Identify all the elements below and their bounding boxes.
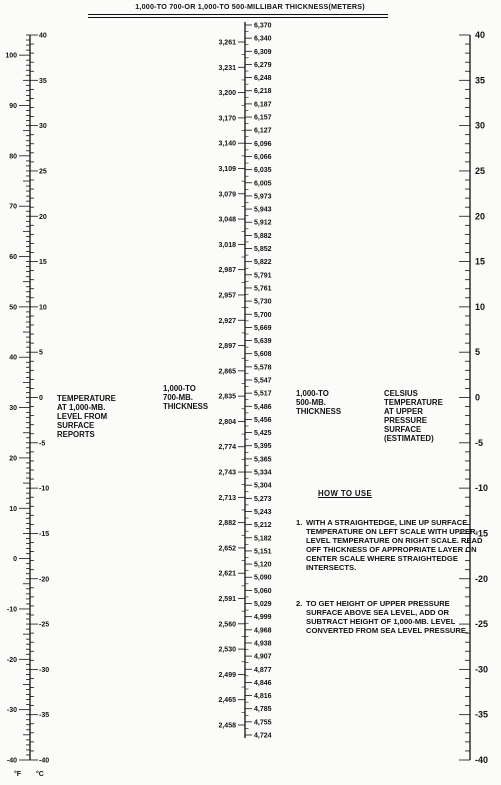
thickness-700-label: 2,927: [218, 317, 236, 325]
celsius-tick-label: -15: [39, 530, 50, 538]
thickness-500-label: 5,973: [254, 193, 272, 201]
fahrenheit-tick-label: -30: [6, 707, 17, 715]
fahrenheit-tick-label: 40: [9, 354, 17, 362]
right-celsius-tick-label: -15: [475, 528, 489, 539]
thickness-500-label: 6,066: [254, 153, 272, 161]
thickness-500-label: 6,005: [254, 180, 272, 188]
celsius-tick-label: -35: [39, 712, 50, 720]
thickness-700-label: 2,499: [218, 671, 236, 679]
thickness-500-label: 5,060: [254, 587, 272, 595]
right-celsius-tick-label: -30: [475, 664, 489, 675]
right-celsius-tick-label: -35: [475, 709, 489, 720]
thickness-500-label: 5,334: [254, 469, 272, 477]
thickness-500-label: 5,243: [254, 508, 272, 516]
thickness-700-label: 2,465: [218, 697, 236, 705]
right-celsius-tick-label: -10: [475, 483, 489, 494]
celsius-tick-label: -30: [39, 666, 50, 674]
thickness-700-label: 2,591: [218, 596, 236, 604]
thickness-500-label: 5,822: [254, 259, 272, 267]
thickness-500-label: 5,639: [254, 338, 272, 346]
right-celsius-tick-label: -20: [475, 573, 489, 584]
how-to-use-title: HOW TO USE: [318, 489, 373, 498]
instruction-step: [296, 518, 489, 572]
celsius-tick-label: 10: [39, 304, 47, 312]
fahrenheit-tick-label: 100: [5, 52, 17, 60]
thickness-500-label: 5,090: [254, 574, 272, 582]
thickness-700-label: 2,458: [218, 722, 236, 730]
thickness-500-label: 5,700: [254, 311, 272, 319]
thickness-500-label: 6,187: [254, 101, 272, 109]
right-celsius-tick-label: 15: [475, 256, 486, 267]
fahrenheit-tick-label: 30: [9, 405, 17, 413]
thickness-700-label: 2,865: [218, 368, 236, 376]
right-celsius-tick-label: 20: [475, 211, 486, 222]
fahrenheit-tick-label: 70: [9, 203, 17, 211]
celsius-tick-label: -25: [39, 621, 50, 629]
thickness-700-label: 2,897: [218, 343, 236, 351]
thickness-500-label: 5,029: [254, 601, 272, 609]
thickness-700-label: 2,713: [218, 494, 236, 502]
thickness-700-label: 2,560: [218, 621, 236, 629]
thickness-500-label: 5,791: [254, 272, 272, 280]
thickness-500-label: 5,730: [254, 298, 272, 306]
left-temperature-scale: [5, 33, 49, 779]
thickness-500-label: 6,127: [254, 127, 272, 135]
thickness-500-label: 5,578: [254, 364, 272, 372]
thickness-500-label: 4,785: [254, 706, 272, 714]
thickness-500-label: 6,340: [254, 35, 272, 43]
celsius-tick-label: -40: [39, 757, 50, 765]
thickness-500-label: 5,425: [254, 430, 272, 438]
thickness-700-label: 2,530: [218, 646, 236, 654]
thickness-500-label: 6,035: [254, 167, 272, 175]
thickness-500-label: 5,304: [254, 482, 272, 490]
thickness-500-label: 5,943: [254, 206, 272, 214]
right-celsius-tick-label: 25: [475, 165, 486, 176]
thickness-700-label: 2,835: [218, 393, 236, 401]
thickness-500-label: 5,852: [254, 246, 272, 254]
fahrenheit-tick-label: 20: [9, 455, 17, 463]
thickness-700-label: 3,200: [218, 90, 236, 98]
center-700-label: 1,000-TO 700-MB. THICKNESS: [163, 384, 209, 411]
thickness-500-label: 4,999: [254, 614, 272, 622]
thickness-500-label: 5,517: [254, 390, 272, 398]
fahrenheit-tick-label: 10: [9, 505, 17, 513]
thickness-700-label: 3,170: [218, 115, 236, 123]
right-celsius-tick-label: -40: [475, 755, 489, 765]
center-500-label: 1,000-TO 500-MB. THICKNESS: [296, 389, 342, 416]
right-celsius-tick-label: 30: [475, 120, 486, 131]
thickness-500-label: 6,370: [254, 22, 272, 30]
thickness-500-label: 6,096: [254, 140, 272, 148]
right-celsius-tick-label: 40: [475, 30, 486, 40]
thickness-700-label: 3,109: [218, 165, 236, 173]
fahrenheit-tick-label: 90: [9, 102, 17, 110]
fahrenheit-tick-label: -10: [6, 606, 17, 614]
thickness-500-label: 6,248: [254, 75, 272, 83]
celsius-tick-label: 0: [39, 395, 43, 402]
thickness-500-label: 4,907: [254, 653, 272, 661]
celsius-tick-label: 30: [39, 123, 47, 131]
instruction-step: [296, 599, 489, 635]
thickness-700-label: 2,621: [218, 570, 236, 578]
thickness-500-label: 4,938: [254, 640, 272, 648]
celsius-tick-label: 35: [39, 77, 47, 85]
thickness-500-label: 5,273: [254, 495, 272, 503]
thickness-700-label: 2,743: [218, 469, 236, 477]
step-text: TO GET HEIGHT OF UPPER PRESSURE SURFACE ABOVE SEA LEVEL, ADD OR SUBTRACT HEIGHT OF 1,000-MB. LEVEL CONVERTED FROM SEA LEVEL PRESSURE.: [306, 599, 469, 635]
thickness-500-label: 5,456: [254, 416, 272, 424]
thickness-700-label: 2,652: [218, 545, 236, 553]
fahrenheit-tick-label: 50: [9, 304, 17, 312]
thickness-500-label: 6,218: [254, 88, 272, 96]
thickness-700-label: 3,231: [218, 64, 236, 72]
thickness-500-label: 4,724: [254, 732, 272, 740]
thickness-500-label: 5,547: [254, 377, 272, 385]
thickness-500-label: 5,182: [254, 535, 272, 543]
step-number: 1.: [296, 518, 303, 527]
thickness-700-label: 2,987: [218, 267, 236, 275]
celsius-tick-label: 5: [39, 349, 43, 357]
right-celsius-tick-label: 35: [475, 75, 486, 86]
right-celsius-tick-label: 0: [475, 392, 481, 403]
thickness-500-label: 4,846: [254, 679, 272, 687]
thickness-500-label: 6,279: [254, 61, 272, 69]
fahrenheit-tick-label: -20: [6, 656, 17, 664]
thickness-500-label: 5,761: [254, 285, 272, 293]
thickness-500-label: 5,912: [254, 219, 272, 227]
page-title: 1,000-TO 700-OR 1,000-TO 500-MILLIBAR THICKNESS(METERS): [135, 2, 365, 11]
celsius-tick-label: -20: [39, 576, 50, 584]
thickness-500-label: 4,877: [254, 666, 272, 674]
thickness-500-label: 5,608: [254, 351, 272, 359]
step-text: WITH A STRAIGHTEDGE, LINE UP SURFACE TEMPERATURE ON LEFT SCALE WITH UPPER-LEVEL TEMPERATURE ON RIGHT SCALE. READ OFF THICKNESS OF APPROPRIATE LAYER ON CENTER SCALE WHERE STRAIGHTEDGE INTERSECTS.: [306, 518, 483, 572]
thickness-700-label: 2,774: [218, 444, 236, 452]
thickness-700-label: 3,048: [218, 216, 236, 224]
right-celsius-tick-label: 5: [475, 347, 481, 358]
fahrenheit-unit-label: °F: [14, 771, 22, 778]
center-thickness-scale: [218, 22, 271, 740]
thickness-700-label: 3,018: [218, 241, 236, 249]
thickness-700-label: 2,882: [218, 520, 236, 528]
fahrenheit-tick-label: -40: [6, 757, 17, 765]
step-number: 2.: [296, 599, 303, 608]
fahrenheit-tick-label: 60: [9, 254, 17, 262]
celsius-tick-label: 15: [39, 259, 47, 267]
thickness-500-label: 5,395: [254, 443, 272, 451]
fahrenheit-tick-label: 0: [13, 556, 17, 564]
right-scale-label: CELSIUS TEMPERATURE AT UPPER PRESSURE SURFACE (ESTIMATED): [384, 389, 443, 443]
right-celsius-tick-label: 10: [475, 301, 486, 312]
thickness-500-label: 4,755: [254, 719, 272, 727]
celsius-tick-label: 40: [39, 32, 47, 40]
thickness-700-label: 3,079: [218, 191, 236, 199]
thickness-700-label: 3,261: [218, 39, 236, 47]
thickness-700-label: 3,140: [218, 140, 236, 148]
thickness-700-label: 2,804: [218, 418, 236, 426]
thickness-500-label: 4,968: [254, 627, 272, 635]
celsius-unit-label: °C: [36, 771, 44, 778]
thickness-500-label: 4,816: [254, 693, 272, 701]
thickness-500-label: 5,365: [254, 456, 272, 464]
right-celsius-tick-label: -25: [475, 619, 489, 630]
celsius-tick-label: 20: [39, 213, 47, 221]
fahrenheit-tick-label: 80: [9, 153, 17, 161]
thickness-500-label: 5,486: [254, 403, 272, 411]
thickness-500-label: 5,151: [254, 548, 272, 556]
left-scale-label: TEMPERATURE AT 1,000-MB. LEVEL FROM SURFACE REPORTS: [57, 394, 116, 439]
thickness-500-label: 5,669: [254, 324, 272, 332]
celsius-tick-label: 25: [39, 168, 47, 176]
right-celsius-scale: [459, 30, 488, 765]
thickness-700-label: 2,957: [218, 292, 236, 300]
thickness-500-label: 6,309: [254, 48, 272, 56]
thickness-500-label: 5,120: [254, 561, 272, 569]
thickness-500-label: 6,157: [254, 114, 272, 122]
right-celsius-tick-label: -5: [475, 437, 484, 448]
celsius-tick-label: -10: [39, 485, 50, 493]
celsius-tick-label: -5: [39, 440, 46, 448]
thickness-500-label: 5,212: [254, 522, 272, 530]
thickness-500-label: 5,882: [254, 232, 272, 240]
